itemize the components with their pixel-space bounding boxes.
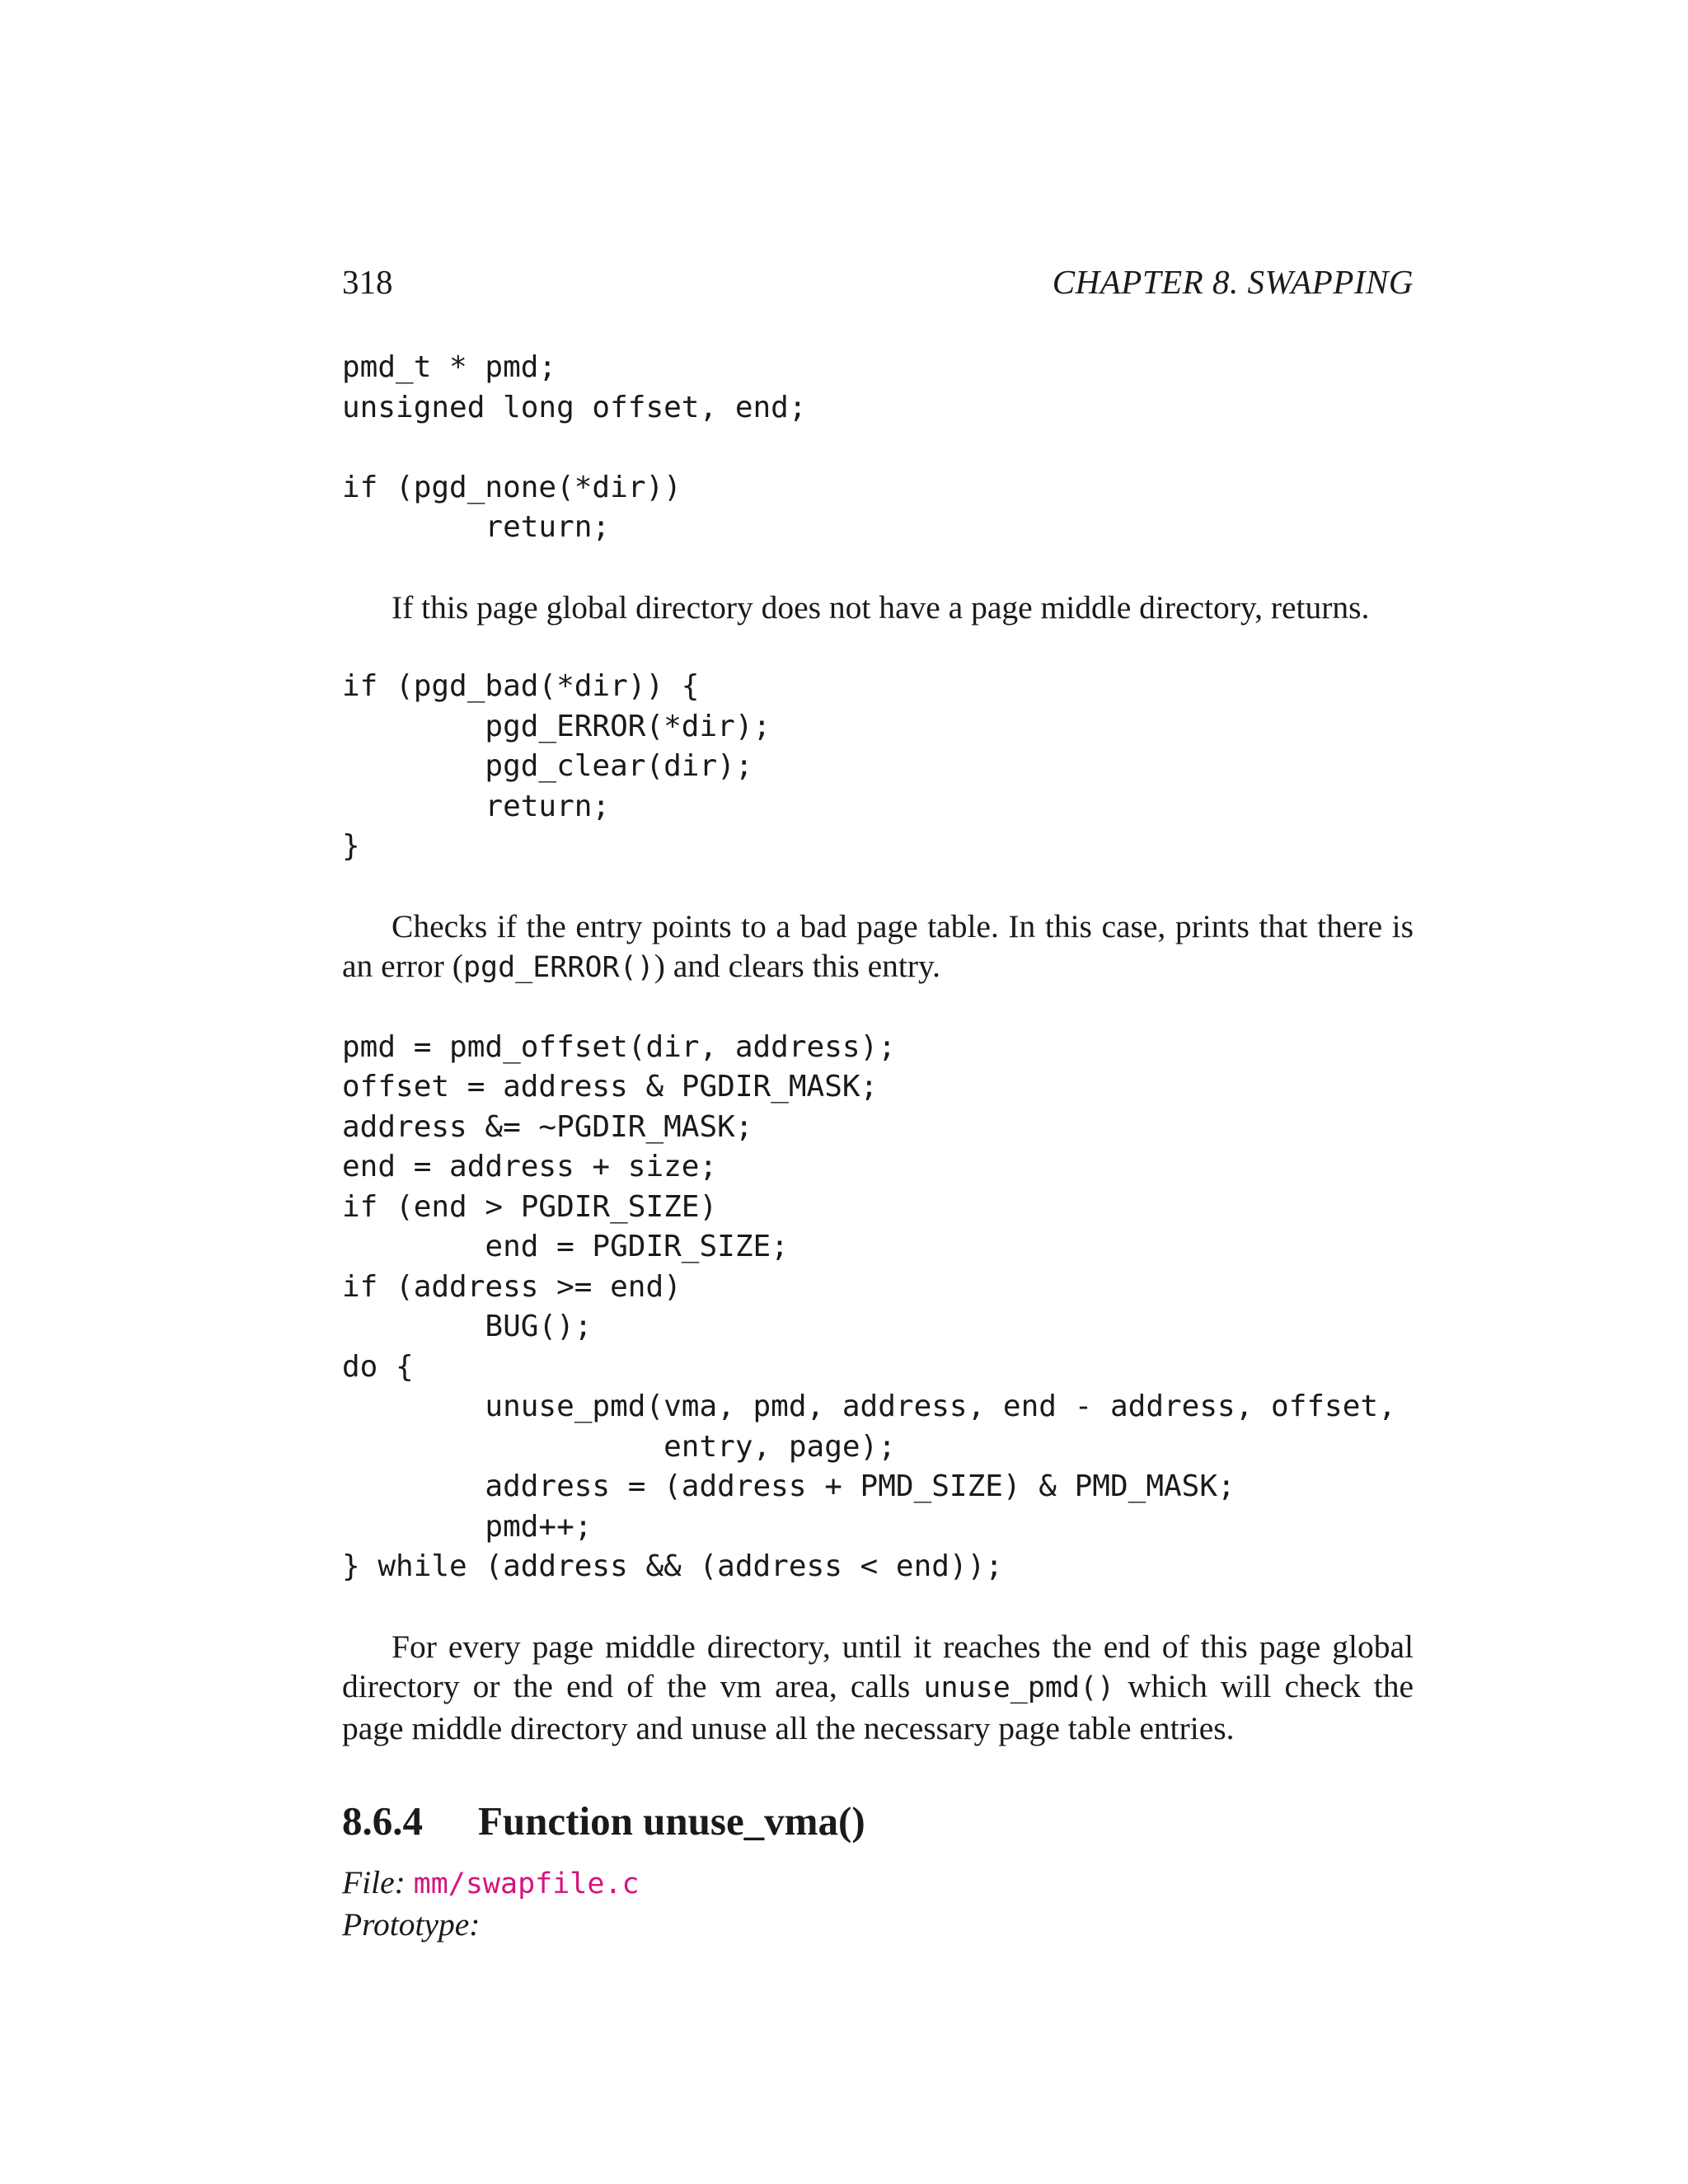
code-block-loop: pmd = pmd_offset(dir, address); offset = address & PGDIR_MASK; address &= ~PGDIR_MASK; end = address + size; if (end > PGDIR_SIZE) end = PGDIR_SIZE; if (address >= end) BUG(); do { unuse_pmd(vma, pmd, address, end - address, offset, entry, page); address = (address + PMD_SIZE) & PMD_MASK; pmd++; } while (address && (address < end)); xyxy=(342,1029,1396,1583)
code-block-declarations: pmd_t * pmd; unsigned long offset, end; if (pgd_none(*dir)) return; xyxy=(342,350,807,544)
prototype-line xyxy=(342,1905,1414,1945)
paragraph-text: For every page middle directory, until it reaches the end of this page global directory or the end of the vm area, calls xyxy=(342,1628,1414,1704)
section-heading xyxy=(342,1797,1414,1844)
code-block-pgd-bad: if (pgd_bad(*dir)) { pgd_ERROR(*dir); pgd_clear(dir); return; } xyxy=(342,669,771,863)
section-title: Function unuse_vma() xyxy=(478,1798,865,1844)
section-number: 8.6.4 xyxy=(342,1798,423,1844)
file-label: File: xyxy=(342,1864,406,1900)
document-page xyxy=(342,262,1414,1944)
paragraph-text: Checks if the entry points to a bad page table. In this case, prints that there is an error ( xyxy=(342,907,1414,984)
chapter-title: CHAPTER 8. SWAPPING xyxy=(1052,263,1414,301)
paragraph-text: which will check the page middle directory and unuse all the necessary page table entries. xyxy=(342,1668,1414,1746)
prototype-label: Prototype: xyxy=(342,1905,481,1943)
running-header xyxy=(342,262,1414,308)
file-line xyxy=(342,1863,1414,1905)
paragraph-pgd-bad xyxy=(342,907,1414,988)
page-number: 318 xyxy=(342,263,393,301)
paragraph-text: ) and clears this entry. xyxy=(654,948,941,984)
inline-code: pgd_ERROR() xyxy=(462,951,654,984)
file-path-link[interactable]: mm/swapfile.c xyxy=(413,1868,640,1900)
inline-code: unuse_pmd() xyxy=(923,1671,1115,1704)
paragraph-unuse-pmd xyxy=(342,1627,1414,1749)
paragraph-pgd-none: If this page global directory does not have a page middle directory, returns. xyxy=(392,588,1370,626)
